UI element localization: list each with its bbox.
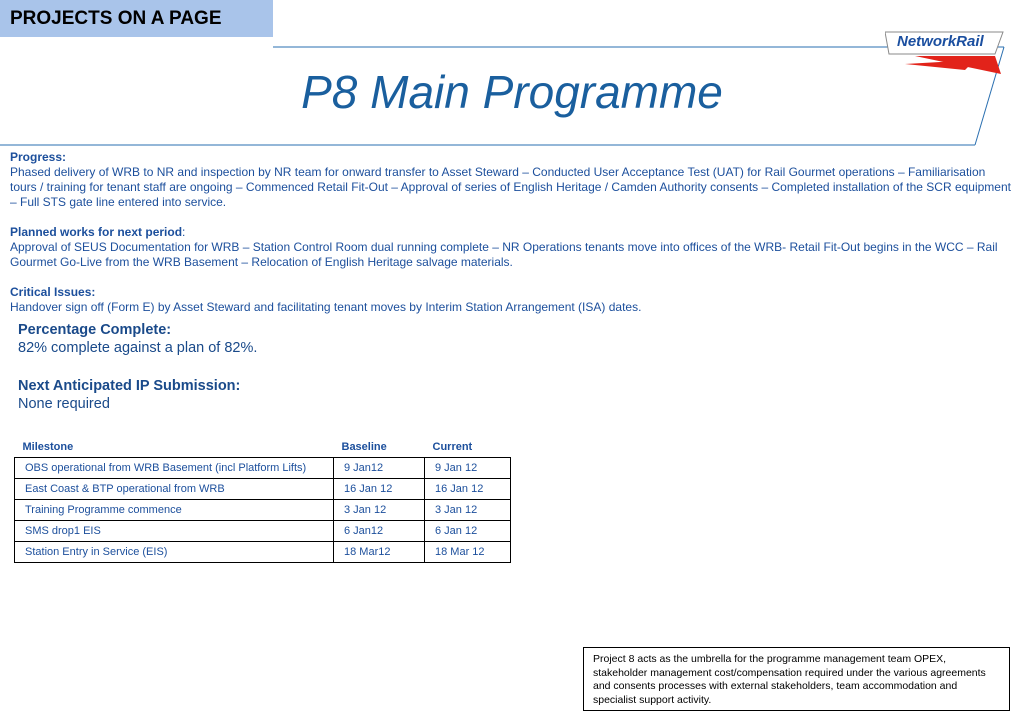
milestone-cell: OBS operational from WRB Basement (incl Platform Lifts) [15,458,334,479]
milestone-table [14,437,511,563]
baseline-header: Baseline [341,441,387,453]
milestone-cell: East Coast & BTP operational from WRB [15,479,334,500]
progress-text: Phased delivery of WRB to NR and inspection by NR team for onward transfer to Asset Steward – Conducted User Acceptance Test (UAT) for Rail Gourmet operations – Familiarisation tours / training for tenant staff are ongoing – Commenced Retail Fit-Out – Approval of series of English Heritage / Camden Authority consents – Completed installation of the SCR equipment – Full STS gate line entered into service. [10,165,1011,209]
baseline-cell: 3 Jan 12 [334,500,425,521]
table-row [15,479,511,500]
baseline-cell: 18 Mar12 [334,542,425,563]
table-row [15,500,511,521]
current-header: Current [432,441,473,453]
current-cell: 9 Jan 12 [425,458,511,479]
percentage-heading: Percentage Complete: [18,322,172,338]
status-content [10,150,1014,315]
current-cell: 16 Jan 12 [425,479,511,500]
table-row [15,521,511,542]
critical-heading: Critical Issues: [10,285,96,299]
planned-heading: Planned works for next period [10,225,183,239]
umbrella-note: Project 8 acts as the umbrella for the programme management team OPEX, stakeholder management cost/compensation required under the various agreements and consents processes with external stakeholders, team accommodation and specialist support activity. [583,647,1010,711]
planned-colon: : [182,225,186,239]
section-tag: PROJECTS ON A PAGE [0,0,273,37]
next-ip-heading: Next Anticipated IP Submission: [18,378,241,394]
baseline-cell: 16 Jan 12 [334,479,425,500]
current-cell: 18 Mar 12 [425,542,511,563]
milestone-header: Milestone [22,441,74,453]
current-cell: 6 Jan 12 [425,521,511,542]
milestone-cell: Station Entry in Service (EIS) [15,542,334,563]
progress-heading: Progress: [10,150,67,164]
critical-text: Handover sign off (Form E) by Asset Steward and facilitating tenant moves by Interim Station Arrangement (ISA) dates. [10,300,642,314]
table-row [15,458,511,479]
next-ip-text: None required [18,396,110,412]
table-row [15,542,511,563]
milestone-cell: SMS drop1 EIS [15,521,334,542]
percentage-text: 82% complete against a plan of 82%. [18,340,258,356]
page-title: P8 Main Programme [301,66,723,118]
planned-heading-line [10,225,1014,240]
current-cell: 3 Jan 12 [425,500,511,521]
planned-text: Approval of SEUS Documentation for WRB – Station Control Room dual running complete – NR Operations tenants move into offices of the WRB- Retail Fit-Out begins in the WCC – Rail Gourmet Go-Live from the WRB Basement – Relocation of English Heritage salvage materials. [10,240,998,269]
baseline-cell: 9 Jan12 [334,458,425,479]
milestone-cell: Training Programme commence [15,500,334,521]
milestone-header-row [15,437,511,458]
completion-section [18,321,257,413]
logo-text: NetworkRail [897,33,984,50]
baseline-cell: 6 Jan12 [334,521,425,542]
